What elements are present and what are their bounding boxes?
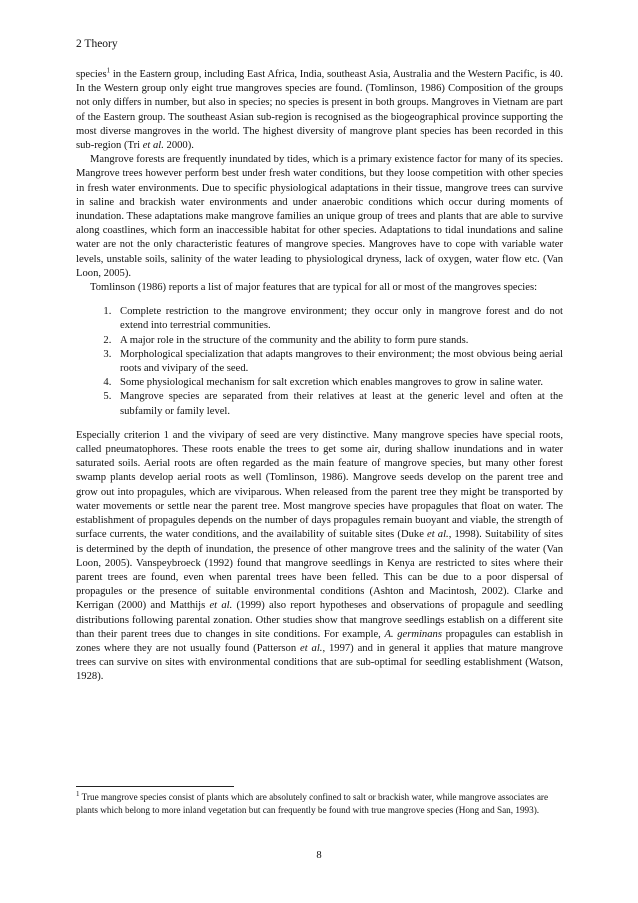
- et-al-italic: et al.: [427, 529, 449, 541]
- list-item: 3. Morphological specialization that adapts mangroves to their environment; the most obvious being aerial roots and vivipary of the seed.: [114, 348, 563, 376]
- footnote: [76, 791, 563, 818]
- body-text: [76, 68, 563, 685]
- paragraph-4-text: , 1997) and in general it applies that mature mangrove trees can survive on sites with environmental conditions that are sub-optimal for seedling establishment (Watson, 1928).: [76, 642, 563, 683]
- list-item: 1. Complete restriction to the mangrove environment; they occur only in mangrove forest and do not extend into terrestrial communities.: [114, 305, 563, 333]
- footnote-divider: [76, 786, 234, 787]
- et-al-italic: et al.: [209, 600, 233, 612]
- paragraph-3: Tomlinson (1986) reports a list of major features that are typical for all or most of the mangroves species:: [90, 282, 538, 294]
- paragraph-4-text: Especially criterion 1 and the vivipary of seed are very distinctive. Many mangrove species have special roots, called pneumatophores. These roots enable the trees to get some air, during shallow inundations and in water saturated soils. Aerial roots are often regarded as the main feature of mangrove species, but many other forest swamp plants develop aerial roots as well (Tomlinson, 1986). Mangrove seeds develop on the parent tree and grow out into propagules, which are viviparous. When released from the parent tree they might be transported by water movements or settle near the parent tree. Most mangrove species have propagules that float on water. The establishment of propagules depends on the number of days propagules remain buoyant and viable, the strength of surface currents, the water conditions, and the availability of suitable sites (Duke: [76, 429, 563, 541]
- running-header: 2 Theory: [76, 38, 118, 50]
- footnote-text: True mangrove species consist of plants which are absolutely confined to salt or brackish water, while mangrove associates are plants which belong to more inland vegetation but can frequently be found with true mangrove species (Hong and San, 1993).: [76, 792, 549, 816]
- paragraph-4-text: propagules can establish in zones where they are not usually found (Patterson: [76, 628, 564, 654]
- paragraph-1: [76, 68, 563, 153]
- paragraph-4: [76, 429, 563, 685]
- et-al-italic: et al.: [142, 140, 164, 152]
- page-number: 8: [316, 850, 322, 861]
- paragraph-4-text: , 1998). Suitability of sites is determined by the depth of inundation, the presence of other mangrove trees and the salinity of the water (Van Loon, 2005). Vanspeybroeck (1992) found that mangrove seedlings in Kenya are restricted to sites where their parent trees are found, even when parental trees have been felled. This can be due to a poor dispersal of propagules or the presence of suitable environmental conditions (Ashton and Macintosh, 2002). Clarke and Kerrigan (2000) and Matthijs: [76, 529, 563, 612]
- paragraph-1-end: 2000).: [163, 140, 194, 152]
- paragraph-4-text: (1999) also report hypotheses and observations of propagule and seedling distributions following parental zonation. Other studies show that mangrove seedlings establish on a different site than their parent trees due to changes in site conditions. For example,: [76, 600, 563, 640]
- list-item: 5. Mangrove species are separated from their relatives at least at the generic level and often at the subfamily or family level.: [114, 390, 563, 418]
- species-name-italic: A. germinans: [384, 628, 442, 640]
- list-item: 4. Some physiological mechanism for salt excretion which enables mangroves to grow in saline water.: [114, 376, 563, 390]
- et-al-italic: et al.: [300, 642, 323, 654]
- footnote-reference[interactable]: 1: [106, 66, 111, 75]
- features-list: [76, 305, 563, 419]
- paragraph-1-start: species: [76, 69, 107, 80]
- list-item: 2. A major role in the structure of the community and the ability to form pure stands.: [114, 334, 563, 348]
- footnote-mark: 1: [76, 789, 80, 798]
- paragraph-1-text: in the Eastern group, including East Africa, India, southeast Asia, Australia and the Western Pacific, is 40. In the Western group only eight true mangroves species are found. (Tomlinson, 1986) Composition of the groups not only differs in number, but also in species; no species is present in both groups. Mangroves in Vietnam are part of the Eastern group. The southeast Asian sub-region is recognised as the biogeographical province supporting the most diverse mangroves in the world. The highest diversity of mangrove plant species has been recorded in this sub-region (Tri: [76, 69, 563, 152]
- paragraph-2: Mangrove forests are frequently inundated by tides, which is a primary existence factor for many of its species. Mangrove trees however perform best under fresh water conditions, but they loose competition with other species in fresh water environments. Due to specific physiological adaptations in their tissue, mangrove trees can survive in saline and brackish water environments and under anaerobic conditions which occur during moments of inundation. These adaptations make mangrove families an unique group of trees and plants that are able to survive along coastlines, which form an inaccessible habitat for other species. Adaptations to tidal inundations and saline water are not the only characteristic features of mangrove species. Mangroves have to cope with variable water levels, unstable soils, salinity of the water leading to physiological dryness, lack of oxygen, water flow etc. (Van Loon, 2005).: [76, 154, 563, 279]
